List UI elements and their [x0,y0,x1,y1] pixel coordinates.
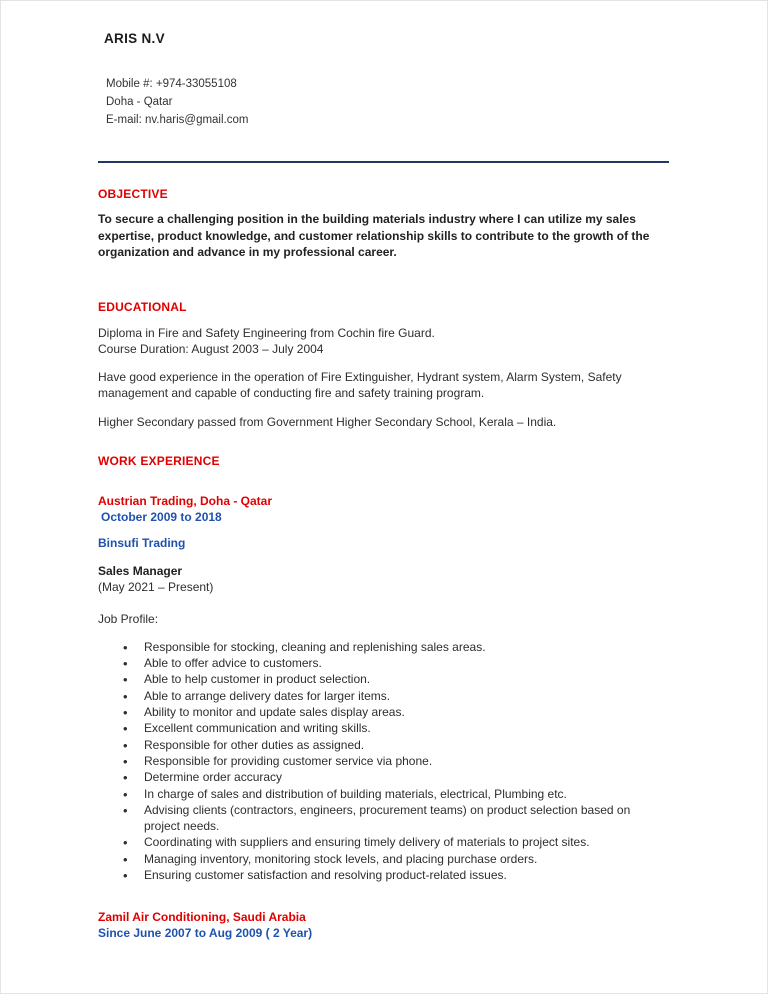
bullet-text: Determine order accuracy [144,770,283,785]
job2-company: Zamil Air Conditioning, Saudi Arabia [98,909,306,924]
job1-bullet-list [121,640,669,884]
bullet-item [121,754,669,770]
job1-company: Austrian Trading, Doha - Qatar [98,493,273,508]
bullet-item [121,689,669,705]
job1-company2: Binsufi Trading [98,535,186,550]
bullet-item [121,868,669,884]
job1-title-period: (May 2021 – Present) [98,579,214,594]
bullet-item [121,835,669,851]
job1-period: October 2009 to 2018 [101,509,222,524]
job1-profile-label: Job Profile: [98,611,159,626]
bullet-item [121,803,669,835]
bullet-text: Responsible for providing customer service via phone. [144,754,433,769]
objective-text: To secure a challenging position in the building materials industry where I can utilize my sales expertise, product knowledge, and customer relationship skills to contribute to the growth of the organization and advance in my professional career. [98,212,650,259]
bullet-item [121,672,669,688]
education-diploma-line: Diploma in Fire and Safety Engineering from Cochin fire Guard. [98,326,435,340]
job1-title: Sales Manager [98,563,183,578]
bullet-text: Able to arrange delivery dates for larger items. [144,688,391,703]
objective-heading: OBJECTIVE [98,187,168,202]
education-experience-para: Have good experience in the operation of Fire Extinguisher, Hydrant system, Alarm System, Safety management and capable of conducting fire and safety training program. [98,370,622,401]
job-entry-1 [98,494,669,884]
bullet-text: In charge of sales and distribution of building materials, electrical, Plumbing etc. [144,786,567,801]
bullet-text: Coordinating with suppliers and ensuring timely delivery of materials to project sites. [144,835,590,850]
job2-period: Since June 2007 to Aug 2009 ( 2 Year) [98,925,313,940]
bullet-item [121,656,669,672]
bullet-item [121,721,669,737]
contact-mobile: Mobile #: +974-33055108 [106,78,237,90]
bullet-item [121,787,669,803]
contact-location: Doha - Qatar [106,95,173,108]
contact-email: E-mail: nv.haris@gmail.com [106,113,249,126]
bullet-item [121,705,669,721]
education-diploma-block [98,326,669,357]
education-secondary-para: Higher Secondary passed from Government Higher Secondary School, Kerala – India. [98,414,557,429]
bullet-text: Responsible for other duties as assigned. [144,737,365,752]
bullet-text: Excellent communication and writing skills. [144,721,371,736]
job-entry-2 [98,910,669,940]
contact-block [106,76,669,129]
candidate-name: ARIS N.V [104,31,165,46]
bullet-item [121,770,669,786]
bullet-text: Able to help customer in product selection. [144,672,371,687]
bullet-text: Managing inventory, monitoring stock levels, and placing purchase orders. [144,851,538,866]
bullet-text: Ability to monitor and update sales display areas. [144,705,405,720]
bullet-item [121,738,669,754]
education-duration-line: Course Duration: August 2003 – July 2004 [98,341,324,356]
bullet-item [121,640,669,656]
bullet-text: Responsible for stocking, cleaning and replenishing sales areas. [144,639,486,654]
header-divider [98,161,669,163]
bullet-text: Able to offer advice to customers. [144,656,322,671]
bullet-text: Ensuring customer satisfaction and resolving product-related issues. [144,867,507,882]
work-experience-heading: WORK EXPERIENCE [98,453,220,468]
education-heading: EDUCATIONAL [98,300,187,314]
bullet-item [121,852,669,868]
bullet-text: Advising clients (contractors, engineers, procurement teams) on product selection based on project needs. [144,803,631,833]
